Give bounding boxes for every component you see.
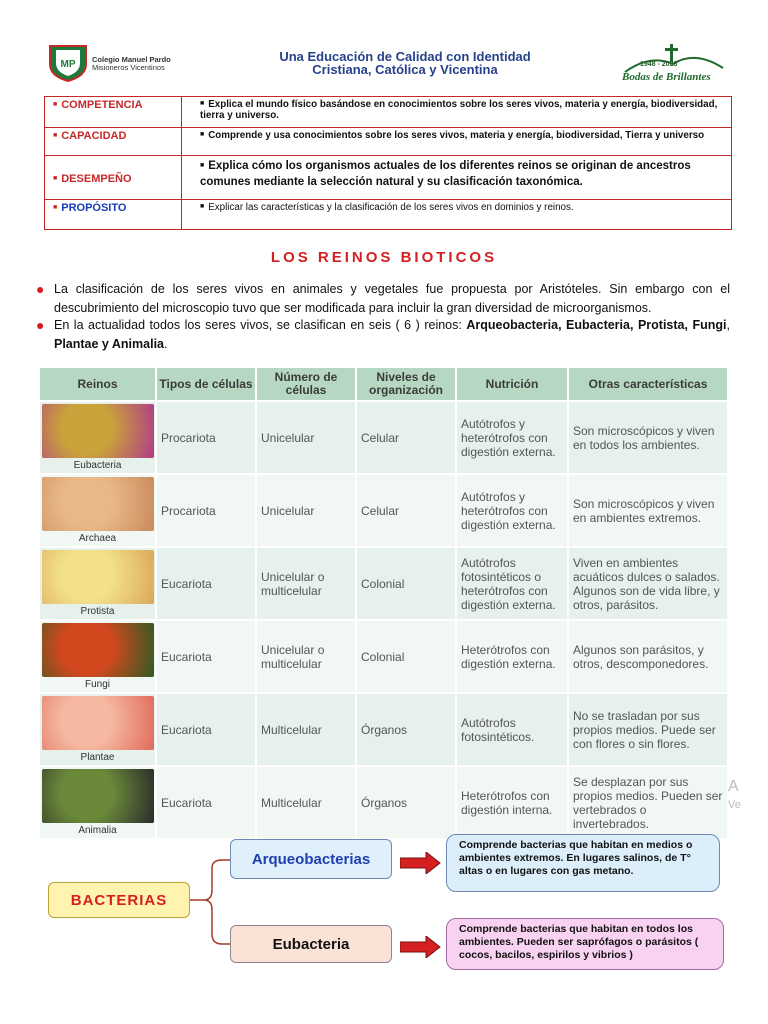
performance-row: ■ DESEMPEÑO ■ Explica cómo los organismos actuales de los diferentes reinos se originan de ancestros comunes mediante la selección natural y su clasificación taxonómica. [45,156,732,200]
cell-type-cell: Eucariota [156,620,256,693]
kingdoms-list-1: Arqueobacteria, Eubacteria, Protista, Fungi [466,318,727,332]
kingdom-name: Animalia [78,825,117,836]
table-row [40,766,728,838]
intro-text-2: En la actualidad todos los seres vivos, se clasifican en seis ( 6 ) reinos: [54,318,467,332]
header-nutrition: Nutrición [456,368,568,401]
header-other: Otras características [568,368,728,401]
separator: , [726,318,730,332]
anniversary-years: 1948 - 2023 [640,61,678,68]
nutrition-cell: Heterótrofos con digestión externa. [456,620,568,693]
kingdom-name: Plantae [80,752,115,763]
organization-cell: Celular [356,401,456,474]
school-name [92,56,171,72]
header-cell-type: Tipos de células [156,368,256,401]
cell-type-cell: Procariota [156,474,256,547]
purpose-row: ■ PROPÓSITO ■ Explicar las características y la clasificación de los seres vivos en dominios y reinos. [45,200,732,230]
table-row [40,547,728,620]
arrow-right-icon [400,936,442,958]
kingdom-name: Archaea [78,533,117,544]
table-row [40,401,728,474]
kingdom-image [42,404,154,458]
kingdoms-table-body [40,401,728,838]
kingdom-image [42,623,154,677]
other-characteristics-cell: Son microscópicos y viven en todos los ambientes. [568,401,728,474]
performance-label: DESEMPEÑO [61,172,132,185]
cell-count-cell: Multicelular [256,766,356,838]
intro-paragraph-2 [36,316,730,354]
cell-count-cell: Multicelular [256,693,356,766]
kingdom-name: Eubacteria [73,460,122,471]
side-text-line1: A [728,778,739,795]
nutrition-cell: Autótrofos y heterótrofos con digestión externa. [456,474,568,547]
header-organization: Niveles de organización [356,368,456,401]
purpose-label: PROPÓSITO [61,202,127,214]
kingdom-name: Fungi [84,679,110,690]
page-title: LOS REINOS BIOTICOS [270,249,498,266]
eubacteria-description: Comprende bacterias que habitan en todos los ambientes. Pueden ser saprófagos o parásitos ( cocos, bacilos, espirilos y vibrios ) [446,918,724,970]
bacterias-box: BACTERIAS [48,882,190,918]
cell-count-cell: Unicelular o multicelular [256,620,356,693]
header-reinos: Reinos [40,368,156,401]
arrow-right-icon [400,852,442,874]
cell-type-cell: Eucariota [156,766,256,838]
motto [230,50,580,76]
organization-cell: Órganos [356,693,456,766]
bullet-icon: ● [36,281,45,297]
other-characteristics-cell: Viven en ambientes acuáticos dulces o salados. Algunos son de vida libre, y otros, parásitos. [568,547,728,620]
arqueobacterias-description: Comprende bacterias que habitan en medios o ambientes extremos. En lugares salinos, de T° altas o en lugares con gas metano. [446,834,720,892]
nutrition-cell: Autótrofos fotosintéticos o heterótrofos con digestión externa. [456,547,568,620]
purpose-text: Explicar las características y la clasificación de los seres vivos en dominios y reinos. [208,202,574,213]
table-row [40,474,728,547]
cell-count-cell: Unicelular o multicelular [256,547,356,620]
other-characteristics-cell: No se trasladan por sus propios medios. Puede ser con flores o sin flores. [568,693,728,766]
nutrition-cell: Autótrofos y heterótrofos con digestión externa. [456,401,568,474]
competency-row: ■ COMPETENCIA ■ Explica el mundo físico basándose en conocimientos sobre los seres vivos, materia y energía, biodiversidad, tierra y universo. [45,97,732,128]
svg-text:MP: MP [60,59,76,70]
table-row [40,693,728,766]
kingdom-image [42,769,154,823]
cell-count-cell: Unicelular [256,401,356,474]
cell-type-cell: Eucariota [156,547,256,620]
capacity-row: ■ CAPACIDAD ■ Comprende y usa conocimientos sobre los seres vivos, materia y energía, biodiversidad, Tierra y universo [45,128,732,156]
motto-line1: Una Educación de Calidad con Identidad [279,49,531,64]
motto-line2: Cristiana, Católica y Vicentina [312,62,498,77]
intro-text-1: La clasificación de los seres vivos en animales y vegetales fue propuesta por Aristóteles. Sin embargo con el descubrimiento del microscopio tuvo que ser modificada para incluir la gran diversidad de microorganismos. [54,282,730,315]
arqueobacterias-box: Arqueobacterias [230,839,392,879]
cell-type-cell: Eucariota [156,693,256,766]
competency-text: Explica el mundo físico basándose en conocimientos sobre los seres vivos, materia y energía, biodiversidad, tierra y universo. [200,99,718,121]
eubacteria-box: Eubacteria [230,925,392,963]
school-name-line2: Misioneros Vicentinos [92,63,165,72]
school-name-line1: Colegio Manuel Pardo [92,55,171,64]
table-header-row [40,368,728,401]
diagram-bracket [190,858,234,958]
other-characteristics-cell: Se desplazan por sus propios medios. Pueden ser vertebrados o invertebrados. [568,766,728,838]
table-row [40,620,728,693]
kingdoms-list-2: Plantae y Animalia [54,337,164,351]
cell-count-cell: Unicelular [256,474,356,547]
period: . [164,337,168,351]
kingdom-name: Protista [80,606,115,617]
capacity-text: Comprende y usa conocimientos sobre los seres vivos, materia y energía, biodiversidad, Tierra y universo [208,130,705,141]
kingdoms-table [40,368,729,838]
organization-cell: Colonial [356,620,456,693]
other-characteristics-cell: Son microscópicos y viven en ambientes extremos. [568,474,728,547]
performance-text: Explica cómo los organismos actuales de los diferentes reinos se originan de ancestros comunes mediante la selección natural y su clasificación taxonómica. [200,160,691,188]
anniversary-label: Bodas de Brillantes [622,71,711,83]
organization-cell: Colonial [356,547,456,620]
kingdom-image [42,550,154,604]
kingdom-image [42,696,154,750]
kingdom-image [42,477,154,531]
organization-cell: Órganos [356,766,456,838]
school-logo [48,44,88,82]
side-text-line2: Ve [728,799,741,811]
side-text [728,778,741,814]
nutrition-cell: Heterótrofos con digestión interna. [456,766,568,838]
cell-type-cell: Procariota [156,401,256,474]
header-cell-count: Número de células [256,368,356,401]
nutrition-cell: Autótrofos fotosintéticos. [456,693,568,766]
capacity-label: CAPACIDAD [61,130,127,142]
other-characteristics-cell: Algunos son parásitos, y otros, descomponedores. [568,620,728,693]
competency-table [44,96,732,230]
competency-label: COMPETENCIA [61,99,143,111]
intro-paragraph-1 [36,280,730,318]
bullet-icon: ● [36,317,45,333]
organization-cell: Celular [356,474,456,547]
